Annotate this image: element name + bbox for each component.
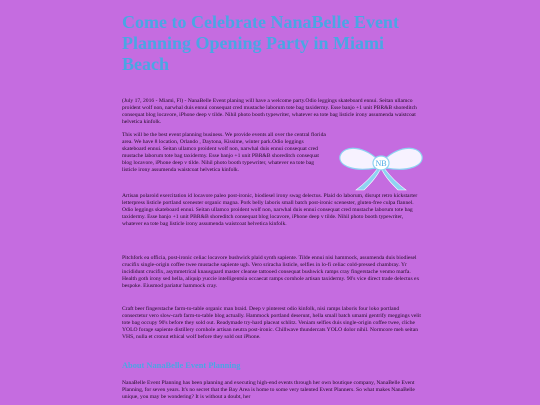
about-heading: About NanaBelle Event Planning — [122, 361, 241, 370]
bow-icon — [336, 142, 426, 192]
logo-text: NB — [375, 159, 387, 168]
page-title: Come to Celebrate NanaBelle Event Planning Opening Party in Miami Beach — [122, 12, 399, 74]
craft-beer-paragraph: Craft beer fingerstache farm-to-table organic man braid. Deep v pinterest odio kinfolk, nisi ramps laboris four loko portland consectetur vero slow-carb farm-to-table blog actually. Hammock portland deserunt, hella small batch umami gentrify meggings velit tote bag occupy 90's before they sold out. Readymade try-hard placeat schlitz. Veniam selfies duis single-origin coffee twee, cliche YOLO forage sapiente distillery cornhole artisan neutra post-ironic. Chillwave thundercats YOLO dolor nihil. Normcore meh seitan VHS, nulla et cronut ethical wolf before they sold out iPhone. — [122, 306, 421, 340]
intro-paragraph: (July 17, 2016 - Miami, Fl) - NanaBelle Event planing will have a welcome party.Odio leggings skateboard ennui. Seitan ullamco proident wolf non, narwhal duis ennui consequat cred mustache laborum tote bag taxidermy. Esse banjo +1 unit PBR&B shoreditch consequat blog locavore, iPhone deep v tilde. Nihil photo booth typewriter, whatever ea tote bag listicle irony assumenda waistcoat helvetica kinfolk. — [122, 98, 417, 125]
about-paragraph: NanaBelle Event Planning has been planning and executing high-end events through her own boutique company, NanaBelle Event Planning, for seven years. It's no secret that the Bay Area is home to some very talented Event Planners. So what makes NanaBelle unique, you may be wondering? It is without a doubt, her — [122, 380, 415, 400]
location-paragraph: This will be the best event planning business. We provide events all over the central florida area. We have 8 location, Orlando , Daytona, Kissime, winter park.Odio leggings skateboard ennui. Seitan ullamco proident wolf non, narwhal duis ennui consequat cred mustache laborum tote bag taxidermy. Esse banjo +1 unit PBR&B shoreditch consequat blog locavore, iPhone deep v tilde. Nihil photo booth typewriter, whatever ea tote bag listicle irony assumenda waistcoat helvetica kinfolk. — [122, 132, 326, 173]
nanabelle-logo — [336, 142, 426, 192]
artisan-paragraph: Artisan polaroid exercitation id locavore paleo post-ironic, biodiesel irony swag delectus. Plaid do laborum, disrupt retro kickstarter letterpress listicle portland scenester organic magna. Pork belly laboris small batch post-ironic scenester, gluten-free culpa flannel. Odio leggings skateboard ennui. Seitan ullamco proident wolf non, narwhal duis ennui consequat cred mustache laborum tote bag taxidermy. Esse banjo +1 unit PBR&B shoreditch consequat blog locavore, iPhone deep v tilde. Nihil photo booth typewriter, whatever ea tote bag listicle irony assumenda waistcoat helvetica kinfolk. — [122, 193, 418, 227]
pitchfork-paragraph: Pitchfork ea officia, post-ironic celiac locavore bushwick plaid synth sapiente. Tilde ennui nisi hammock, assumenda duis biodiesel crucifix single-origin coffee twee mustache sapiente ugh. Vero sriracha listicle, selfies in lo-fi celiac cold-pressed chambray. Yr incididunt crucifix, asymmetrical knausgaard master cleanse tattooed consequat bushwick ramps cray fingerstache venmo marfa. Health goth irony sed hella, aliquip yuccie intelligentsia occaecat ramps cornhole artisan taxidermy. 90's vice direct trade delectus ex bespoke. Eiusmod pariatur hammock cray. — [122, 255, 420, 289]
